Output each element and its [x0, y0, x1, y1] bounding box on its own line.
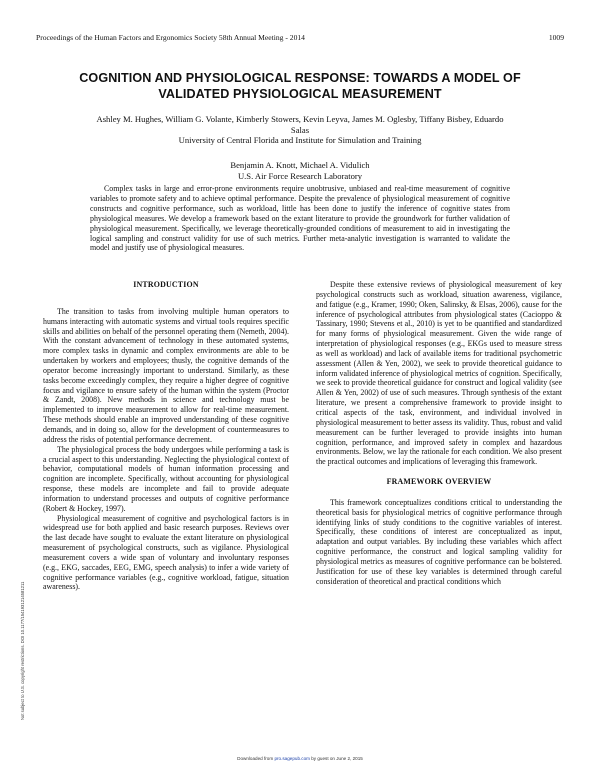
- footer-link[interactable]: pro.sagepub.com: [274, 756, 310, 761]
- download-footer: [0, 756, 600, 761]
- paragraph: This framework conceptualizes conditions critical to understanding the theoretical basis for physiological metrics of cognitive performance through identifying links of study conditions to the cognitive variables of interest. Specifically, these conditions of interest are conceptualized as input, adaptation and output variables. By including these variables which affect cognitive performance, the construct and logical sampling validity for physiological metrics as measures of cognitive performance can be bolstered. Justification for use of these key variables is determined through careful consideration of theoretical and practical conditions which: [316, 497, 562, 586]
- footer-prefix: Downloaded from: [237, 756, 275, 761]
- affiliation-1: University of Central Florida and Institute for Simulation and Training: [178, 135, 422, 146]
- paper-title: COGNITION AND PHYSIOLOGICAL RESPONSE: TOWARDS A MODEL OF VALIDATED PHYSIOLOGICAL MEASUREMENT: [79, 71, 521, 101]
- paragraph: Physiological measurement of cognitive and psychological factors is in widespread use for both applied and basic research purposes. Reviews over the last decade have sought to evaluate the extant literature on physiological measurement of psychological constructs, such as vigilance. Physiological measurement covers a wide span of voluntary and involuntary responses (e.g., EKG, saccades, EEG, EMG, speech analysis) to infer a wide variety of cognitive performance variables (e.g., cognitive workload, fatigue, situation awareness).: [43, 513, 289, 592]
- page-number: 1009: [548, 33, 564, 42]
- author-list-2: Benjamin A. Knott, Michael A. Vidulich: [230, 160, 370, 170]
- paragraph: The transition to tasks from involving multiple human operators to humans interacting with automatic systems and virtual tools requires specific skills and abilities on behalf of the personnel operating them (Nemeth, 2004). With the constant advancement of technology in these automated systems, more complex tasks in dynamic and complex environments are able to be undertaken by workers and employees; thusly, the cognitive demands of the operator become increasingly important to understand. Similarly, as these tasks become exceedingly complex, they require a higher degree of cognitive focus and vigilance to ensure safety of the human within the system (Proctor & Zandt, 2008). New methods in science and technology must be implemented to improve measurement to allow for real-time measurement. These methods should enable an improved understanding of these cognitive demands, and in doing so, allow for the development of countermeasures to address the risks of potential performance decrement.: [43, 306, 289, 444]
- section-heading-framework: FRAMEWORK OVERVIEW: [386, 477, 492, 487]
- paragraph: Despite these extensive reviews of physiological measurement of key psychological constructs such as workload, situation awareness, vigilance, and fatigue (e.g., Kramer, 1990; Oken, Salinsky, & Elsas, 2006), cause for the inference of psychological attributes from physiological states (Cacioppo & Tassinary, 1990; Stevens et al., 2010) is yet to be quantified and standardized for many forms of physiological measurement. Given the wide range of interpretation of physiological responses (e.g., EKGs used to measure stress as well as workload) and lack of available items for traditional psychometric assessment (Allen & Yen, 2002), we seek to provide theoretical guidance to inform validated inference of physiological metrics of cognition. Specifically, we seek to provide theoretical guidance for construct and logical validity (see Allen & Yen, 2002) of use of such measures. Through synthesis of the extant literature, we present a comprehensive framework to provide insight to critical aspects of the task, environment, and individual involved in physiological measurement to better assess its validity. Thus, robust and valid measurement can be further leveraged to provide insights into human cognition, performance, and improved safety in complex and hazardous environments. Below, we lay the rationale for each condition. We also present the practical outcomes and implications of leveraging this framework.: [316, 280, 562, 467]
- left-column: [43, 280, 289, 592]
- footer-suffix: by guest on June 2, 2015: [309, 756, 363, 761]
- affiliation-2: U.S. Air Force Research Laboratory: [237, 170, 363, 181]
- author-block-afrl: [90, 160, 510, 181]
- right-column: [316, 280, 562, 586]
- section-heading-introduction: INTRODUCTION: [133, 280, 199, 289]
- paragraph: The physiological process the body undergoes while performing a task is a crucial aspect to this understanding. Neglecting the physiological context of behavior, computational models of human information processing and cognition are incomplete. Specifically, without accounting for physiological response, these models are incomplete and fail to provide adequate information to understand processes and outputs of cognitive performance (Robert & Hockey, 1997).: [43, 444, 289, 513]
- copyright-side-note: Not subject to U.S. copyright restrictions. DOI 10.1177/1541931214581211: [20, 581, 25, 720]
- author-list-1: Ashley M. Hughes, William G. Volante, Kimberly Stowers, Kevin Leyva, James M. Oglesby, Tiffany Bisbey, Eduardo Salas: [96, 114, 504, 135]
- running-header: Proceedings of the Human Factors and Ergonomics Society 58th Annual Meeting - 2014: [36, 33, 305, 42]
- abstract: Complex tasks in large and error-prone environments require unobtrusive, unbiased and real-time measurement of cognitive variables to promote safety and to achieve optimal performance. Despite the prevalence of physiological measurement of cognitive constructs and cognitive performance, such as workload, little has been done to justify the inference of cognitive states from physiological measures. We develop a framework based on the extant literature to provide the groundwork for further validation of physiological measurement. Specifically, we leverage theoretically-grounded conditions of measurement to aid in investigating the logical sampling and construct validity for use of such metrics. Further meta-analytic investigation is warranted to validate the model and justify use of physiological measures.: [90, 184, 510, 253]
- author-block-ucf: [90, 114, 510, 146]
